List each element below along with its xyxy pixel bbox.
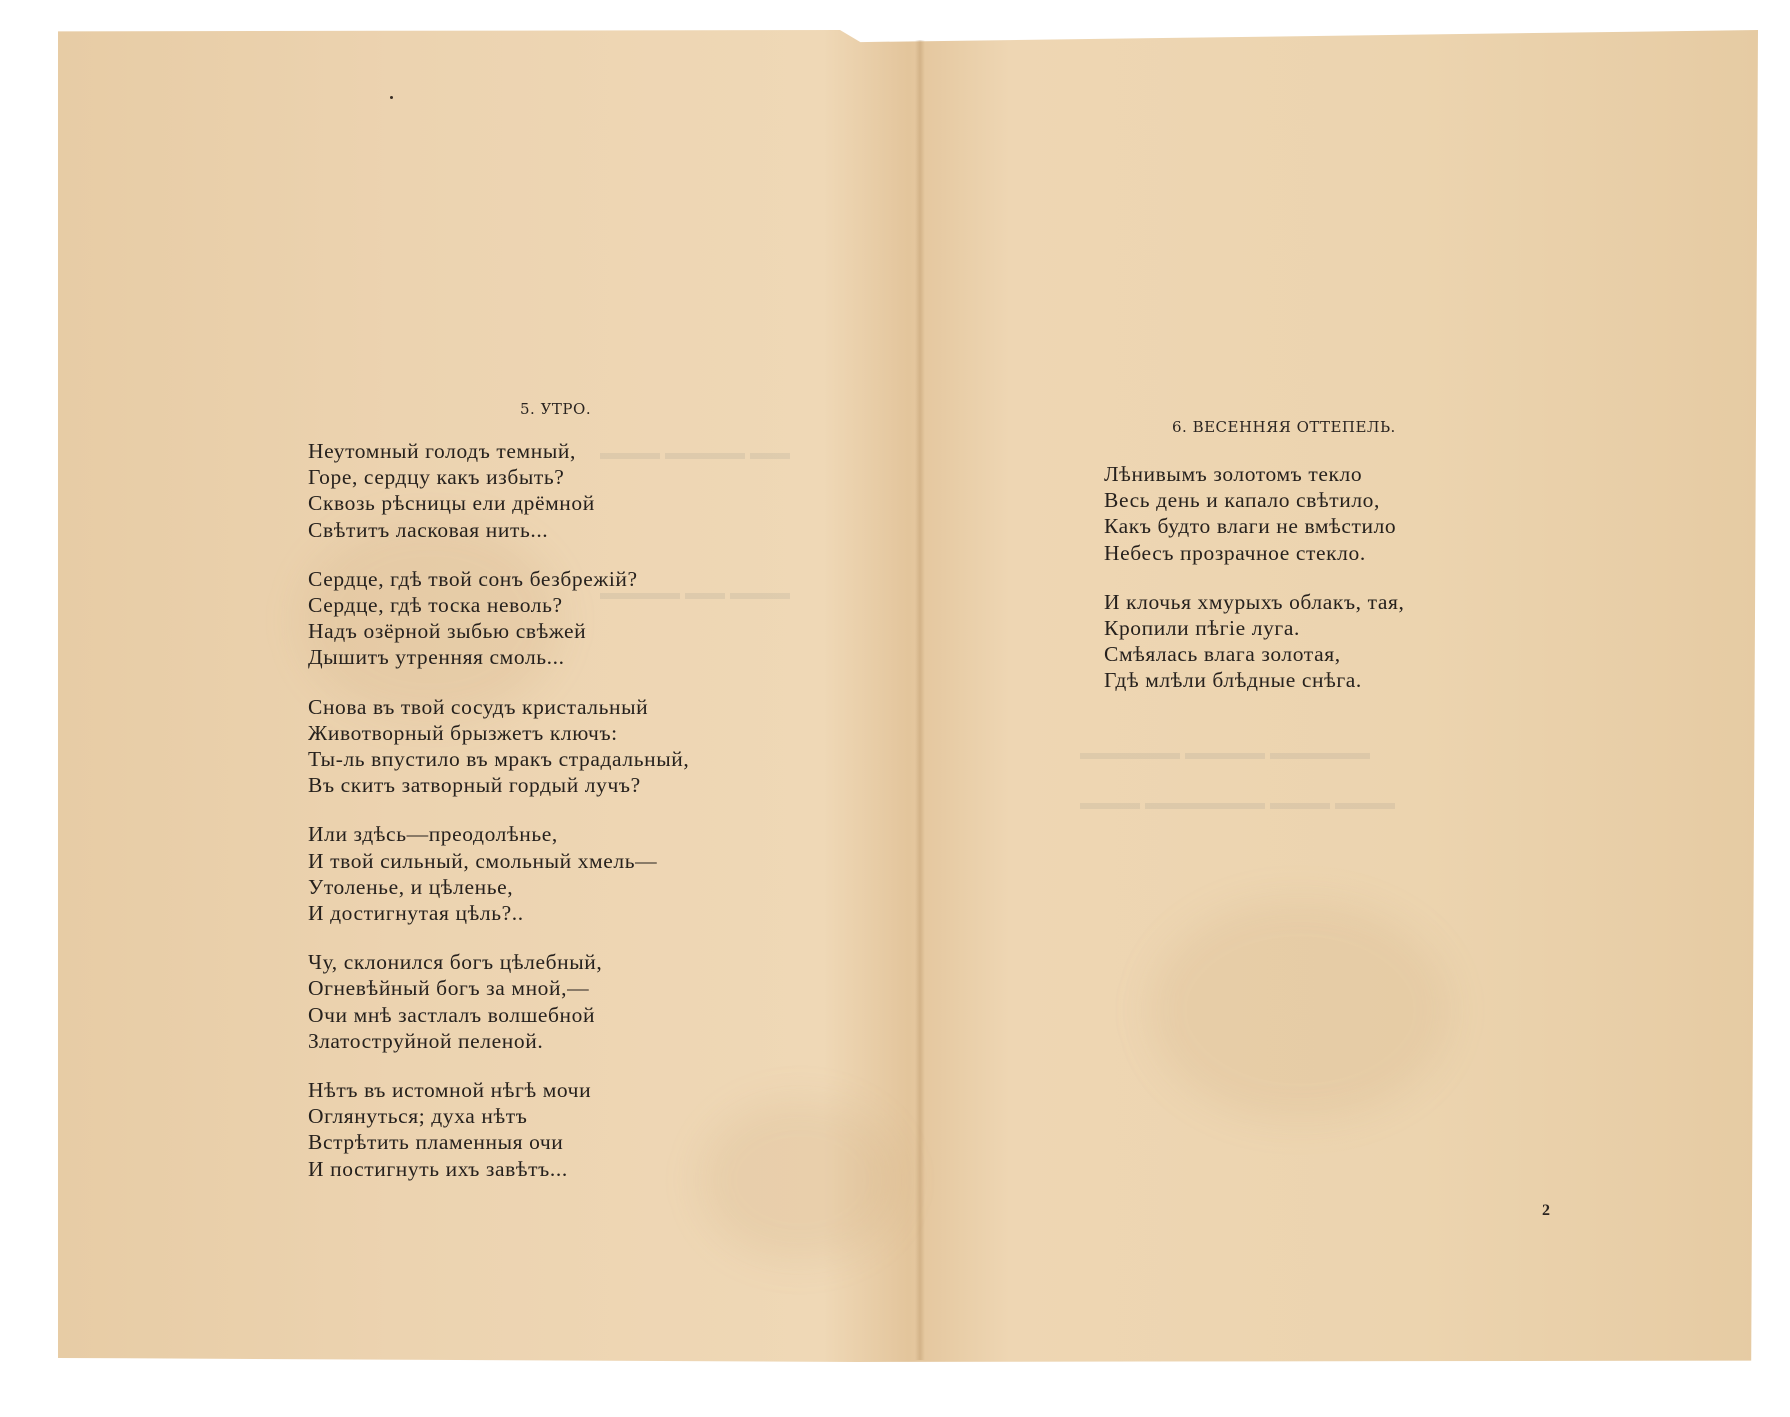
paper-stain bbox=[700, 1100, 900, 1260]
poem-line: Сердце, гдѣ тоска неволь? bbox=[308, 593, 563, 618]
stanza bbox=[308, 694, 689, 799]
poem-line: И постигнуть ихъ завѣтъ... bbox=[308, 1156, 568, 1181]
stanza bbox=[308, 821, 689, 926]
poem-line: Дышитъ утренняя смоль... bbox=[308, 645, 565, 670]
poem-line: И твой сильный, смольный хмель— bbox=[308, 848, 658, 873]
bleed-through-text: ▬▬▬▬▬ ▬▬▬▬ ▬▬▬▬▬ bbox=[1080, 742, 1370, 764]
poem-line: Оглянуться; духа нѣтъ bbox=[308, 1104, 528, 1129]
paper-stain bbox=[1150, 900, 1450, 1120]
poem-line: Свѣтитъ ласковая нить... bbox=[308, 517, 549, 542]
poem-line: Животворный брызжетъ ключъ: bbox=[308, 720, 618, 745]
poem-line: Утоленье, и цѣленье, bbox=[308, 874, 514, 899]
stanza bbox=[308, 949, 689, 1054]
poem-line: Надъ озёрной зыбью свѣжей bbox=[308, 619, 587, 644]
right-poem bbox=[1104, 461, 1404, 717]
poem-line: Встрѣтить пламенныя очи bbox=[308, 1130, 564, 1155]
bleed-through-text: ▬▬▬ ▬▬▬▬ ▬▬ bbox=[600, 442, 790, 464]
poem-line: Или здѣсь—преодолѣнье, bbox=[308, 822, 558, 847]
poem-line: И достигнутая цѣль?.. bbox=[308, 901, 524, 926]
stanza bbox=[308, 1077, 689, 1182]
left-poem-title: 5. УТРО. bbox=[520, 400, 592, 418]
poem-line: Ты-ль впустило въ мракъ страдальный, bbox=[308, 747, 690, 772]
poem-line: Чу, склонился богъ цѣлебный, bbox=[308, 950, 603, 975]
poem-line: Златоструйной пеленой. bbox=[308, 1028, 544, 1053]
poem-line: Лѣнивымъ золотомъ текло bbox=[1104, 462, 1363, 486]
page-number: 2 bbox=[1542, 1202, 1550, 1219]
stanza bbox=[1104, 589, 1404, 694]
stanza bbox=[308, 566, 689, 671]
poem-line: Сквозь рѣсницы ели дрёмной bbox=[308, 491, 595, 516]
center-fold bbox=[915, 40, 925, 1360]
right-poem-title: 6. ВЕСЕННЯЯ ОТТЕПЕЛЬ. bbox=[1172, 418, 1396, 436]
poem-line: Горе, сердцу какъ избыть? bbox=[308, 465, 565, 490]
stanza bbox=[308, 438, 689, 543]
poem-line: Огневѣйный богъ за мной,— bbox=[308, 976, 590, 1001]
left-poem bbox=[308, 438, 689, 1205]
bleed-through-text: ▬▬▬ ▬▬▬▬▬▬ ▬▬▬ ▬▬▬ bbox=[1080, 792, 1395, 814]
poem-line: Снова въ твой сосудъ кристальный bbox=[308, 694, 649, 719]
poem-line: Въ скитъ затворный гордый лучъ? bbox=[308, 773, 641, 798]
stanza bbox=[1104, 461, 1404, 566]
poem-line: Очи мнѣ застлалъ волшебной bbox=[308, 1002, 596, 1027]
poem-line: Какъ будто влаги не вмѣстило bbox=[1104, 514, 1397, 539]
ink-speck bbox=[390, 96, 393, 99]
poem-line: Неутомный голодъ темный, bbox=[308, 439, 576, 463]
poem-line: Сердце, гдѣ твой сонъ безбрежій? bbox=[308, 566, 638, 591]
poem-line: Нѣтъ въ истомной нѣгѣ мочи bbox=[308, 1078, 592, 1103]
bleed-through-text: ▬▬▬▬ ▬▬ ▬▬▬ bbox=[600, 582, 790, 604]
poem-line: И клочья хмурыхъ облакъ, тая, bbox=[1104, 589, 1405, 614]
poem-line: Смѣялась влага золотая, bbox=[1104, 642, 1341, 667]
poem-line: Гдѣ млѣли блѣдные снѣга. bbox=[1104, 668, 1362, 693]
poem-line: Весь день и капало свѣтило, bbox=[1104, 488, 1380, 513]
poem-line: Кропили пѣгіе луга. bbox=[1104, 616, 1300, 641]
poem-line: Небесъ прозрачное стекло. bbox=[1104, 540, 1366, 565]
